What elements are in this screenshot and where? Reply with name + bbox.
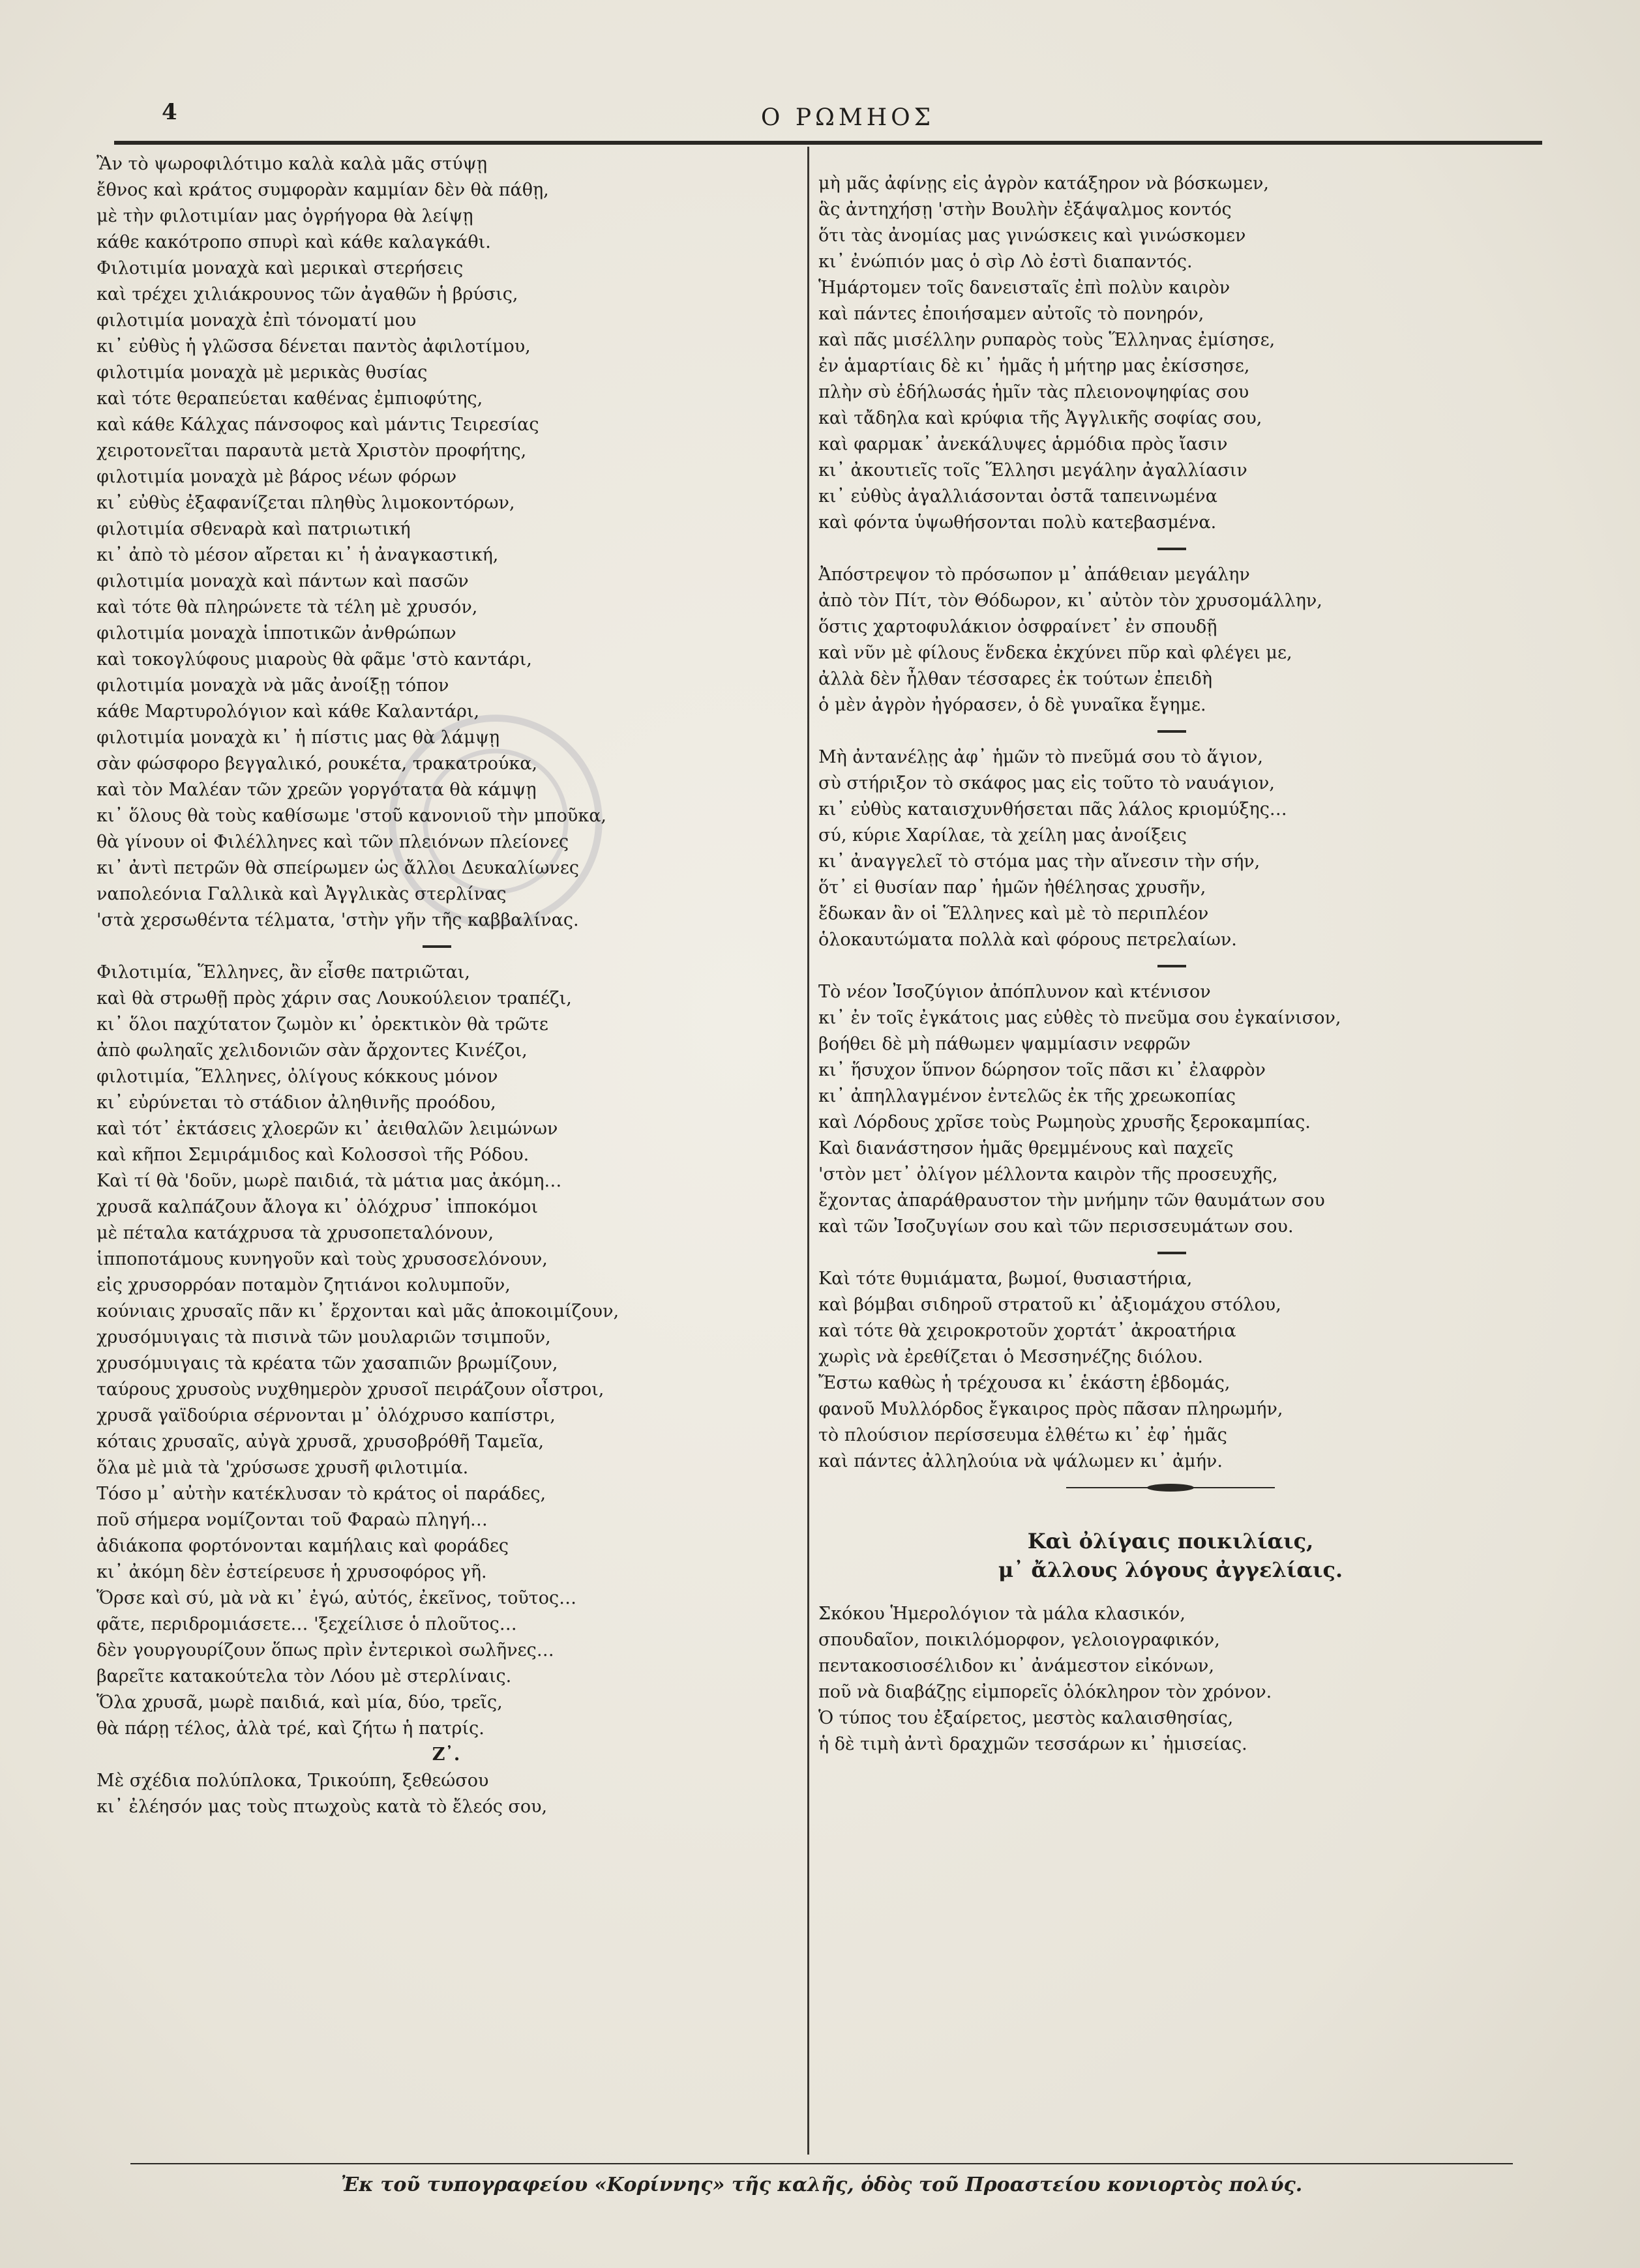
advertisement-line: Ὁ τύπος του ἐξαίρετος, μεστὸς καλαισθησίας, <box>818 1708 1234 1728</box>
verse-line: κάθε κακότροπο σπυρὶ καὶ κάθε καλαγκάθι. <box>97 232 491 252</box>
verse-line: φιλοτιμία μοναχὰ ἱπποτικῶν ἀνθρώπων <box>97 623 456 643</box>
verse-line: κι᾽ ὅλους θὰ τοὺς καθίσωμε 'στοῦ κανονιοῦ τὴν μποῦκα, <box>97 806 607 826</box>
verse-line: εἰς χρυσορρόαν ποταμὸν ζητιάνοι κολυμποῦν, <box>97 1275 511 1295</box>
verse-line: καὶ τότ᾽ ἐκτάσεις χλοερῶν κι᾽ ἀειθαλῶν λειμώνων <box>97 1119 558 1139</box>
section-divider-dash <box>818 1240 1523 1266</box>
verse-line: φιλοτιμία σθεναρὰ καὶ πατριωτική <box>97 519 411 539</box>
verse-line: κι᾽ εὐθὺς καταισχυνθήσεται πᾶς λάλος κριομύξης… <box>818 799 1287 819</box>
advertisement-line: σπουδαῖον, ποικιλόμορφον, γελοιογραφικόν, <box>818 1630 1220 1650</box>
verse-line: καὶ πάντες ἐποιήσαμεν αὐτοῖς τὸ πονηρόν, <box>818 304 1204 324</box>
verse-line: καὶ θὰ στρωθῇ πρὸς χάριν σας Λουκούλειον τραπέζι, <box>97 988 572 1009</box>
verse-line: Μὲ σχέδια πολύπλοκα, Τρικούπη, ξεθεώσου <box>97 1771 489 1791</box>
verse-line: κι᾽ εὐρύνεται τὸ στάδιον ἀληθινῆς προόδου, <box>97 1093 496 1113</box>
verse-line: Τόσο μ᾽ αὐτὴν κατέκλυσαν τὸ κράτος οἱ παράδες, <box>97 1484 546 1504</box>
verse-line: καὶ πάντες ἀλληλούια νὰ ψάλωμεν κι᾽ ἀμήν. <box>818 1451 1223 1471</box>
verse-line: ποῦ σήμερα νομίζονται τοῦ Φαραὼ πληγή… <box>97 1510 488 1530</box>
verse-line: χρυσᾶ γαϊδούρια σέρνονται μ᾽ ὁλόχρυσο καπίστρι, <box>97 1406 556 1426</box>
verse-line: καὶ τὸν Μαλέαν τῶν χρεῶν γοργότατα θὰ κάμψῃ <box>97 780 537 800</box>
verse-line: κι᾽ εὐθὺς ἀγαλλιάσονται ὀστᾶ ταπεινωμένα <box>818 486 1217 507</box>
verse-line: κι᾽ ἐνώπιόν μας ὁ σὶρ Λὸ ἐστὶ διαπαντός. <box>818 252 1193 272</box>
verse-line: μὴ μᾶς ἀφίνῃς εἰς ἀγρὸν κατάξηρον νὰ βόσκωμεν, <box>818 173 1269 194</box>
miscellany-heading-line1: Καὶ ὀλίγαις ποικιλίαις, <box>1027 1529 1314 1554</box>
verse-line: κι᾽ ἀναγγελεῖ τὸ στόμα μας τὴν αἴνεσιν τὴν σήν, <box>818 851 1260 872</box>
verse-line: Ἂν τὸ ψωροφιλότιμο καλὰ καλὰ μᾶς στύψῃ <box>97 154 487 174</box>
verse-line: Ἔστω καθὼς ἡ τρέχουσα κι᾽ ἑκάστη ἑβδομάς, <box>818 1373 1230 1393</box>
verse-line: κάθε Μαρτυρολόγιον καὶ κάθε Καλαντάρι, <box>97 701 480 722</box>
advertisement-line: ἡ δὲ τιμὴ ἀντὶ δραχμῶν τεσσάρων κι᾽ ἡμισείας. <box>818 1734 1247 1754</box>
verse-line: ἔχοντας ἀπαράθραυστον τὴν μνήμην τῶν θαυμάτων σου <box>818 1190 1325 1211</box>
verse-line: κι᾽ εὐθὺς ἡ γλῶσσα δένεται παντὸς ἀφιλοτίμου, <box>97 336 531 357</box>
verse-line: ὅτι τὰς ἀνομίας μας γινώσκεις καὶ γινώσκομεν <box>818 226 1246 246</box>
verse-line: καὶ τἄδηλα καὶ κρύφια τῆς Ἀγγλικῆς σοφίας σου, <box>818 408 1262 428</box>
verse-line: ἀδιάκοπα φορτόνονται καμήλαις καὶ φοράδες <box>97 1536 509 1556</box>
verse-line: Ἀπόστρεψον τὸ πρόσωπον μ᾽ ἀπάθειαν μεγάλην <box>818 565 1250 585</box>
verse-line: χρυσόμυιγαις τὰ κρέατα τῶν χασαπιῶν βρωμίζουν, <box>97 1353 558 1374</box>
advertisement-line: Σκόκου Ἡμερολόγιον τὰ μάλα κλασικόν, <box>818 1604 1185 1624</box>
verse-line: ναπολεόνια Γαλλικὰ καὶ Ἀγγλικὰς στερλίνας <box>97 884 507 904</box>
section-divider-dash <box>97 934 796 960</box>
ornament-rule-icon <box>1066 1481 1275 1494</box>
miscellany-heading-line2: μ᾽ ἄλλους λόγους ἀγγελίαις. <box>998 1557 1343 1582</box>
verse-line: φιλοτιμία μοναχὰ μὲ μερικὰς θυσίας <box>97 362 428 383</box>
verse-line: καὶ φαρμακ᾽ ἀνεκάλυψες ἁρμόδια πρὸς ἴασιν <box>818 434 1228 454</box>
verse-line: κι᾽ ἀκόμη δὲν ἐστείρευσε ἡ χρυσοφόρος γῆ. <box>97 1562 487 1582</box>
verse-line: κι᾽ ἀντὶ πετρῶν θὰ σπείρωμεν ὡς ἄλλοι Δευκαλίωνες <box>97 858 579 878</box>
verse-line: ἱπποποτάμους κυνηγοῦν καὶ τοὺς χρυσοσελόνουν, <box>97 1249 548 1269</box>
advertisement-line: ποῦ νὰ διαβάζῃς εἰμπορεῖς ὁλόκληρον τὸν χρόνον. <box>818 1682 1272 1702</box>
miscellany-heading <box>818 1527 1523 1584</box>
section-divider-dash <box>818 718 1523 744</box>
verse-line: κι᾽ ἐν τοῖς ἐγκάτοις μας εὐθὲς τὸ πνεῦμα σου ἐγκαίνισον, <box>818 1008 1341 1028</box>
verse-line: βοήθει δὲ μὴ πάθωμεν ψαμμίασιν νεφρῶν <box>818 1034 1191 1054</box>
verse-line: φιλοτιμία μοναχὰ καὶ πάντων καὶ πασῶν <box>97 571 469 591</box>
verse-line: χρυσόμυιγαις τὰ πισινὰ τῶν μουλαριῶν τσιμποῦν, <box>97 1327 551 1348</box>
verse-line: Τὸ νέον Ἰσοζύγιον ἀπόπλυνον καὶ κτένισον <box>818 982 1211 1002</box>
verse-line: μὲ πέταλα κατάχρυσα τὰ χρυσοπεταλόνουν, <box>97 1223 494 1243</box>
verse-line: μὲ τὴν φιλοτιμίαν μας ὀγρήγορα θὰ λείψῃ <box>97 206 473 226</box>
verse-line: καὶ κάθε Κάλχας πάνσοφος καὶ μάντις Τειρεσίας <box>97 415 539 435</box>
verse-line: φᾶτε, περιδρομιάσετε… 'ξεχείλισε ὁ πλοῦτος… <box>97 1614 517 1634</box>
verse-line: πλὴν σὺ ἐδήλωσάς ἡμῖν τὰς πλειονοψηφίας σου <box>818 382 1249 402</box>
right-column <box>818 171 1523 1758</box>
verse-line: ἔθνος καὶ κράτος συμφορὰν καμμίαν δὲν θὰ πάθῃ, <box>97 180 549 200</box>
verse-line: κι᾽ ἥσυχον ὕπνον δώρησον τοῖς πᾶσι κι᾽ ἐλαφρὸν <box>818 1060 1266 1080</box>
verse-line: Ὅλα χρυσᾶ, μωρὲ παιδιά, καὶ μία, δύο, τρεῖς, <box>97 1692 503 1713</box>
verse-line: καὶ πᾶς μισέλλην ρυπαρὸς τοὺς Ἕλληνας ἐμίσησε, <box>818 330 1275 350</box>
printer-imprint: Ἐκ τοῦ τυπογραφείου «Κορίννης» τῆς καλῆς, ὁδὸς τοῦ Προαστείου κονιορτὸς πολύς. <box>130 2163 1513 2196</box>
verse-line: φιλοτιμία μοναχὰ ἐπὶ τόνοματί μου <box>97 310 417 331</box>
verse-line: ταύρους χρυσοὺς νυχθημερὸν χρυσοῖ πειράζουν οἶστροι, <box>97 1379 604 1400</box>
verse-line: Ὅρσε καὶ σύ, μὰ νὰ κι᾽ ἐγώ, αὐτός, ἐκεῖνος, τοῦτος… <box>97 1588 577 1608</box>
verse-line: Καὶ τότε θυμιάματα, βωμοί, θυσιαστήρια, <box>818 1269 1193 1289</box>
verse-line: καὶ τοκογλύφους μιαροὺς θὰ φᾶμε 'στὸ καντάρι, <box>97 649 532 670</box>
verse-line: χωρὶς νὰ ἐρεθίζεται ὁ Μεσσηνέζης διόλου. <box>818 1347 1203 1367</box>
verse-line: ὅτ᾽ εἰ θυσίαν παρ᾽ ἡμῶν ἠθέλησας χρυσῆν, <box>818 877 1206 898</box>
advertisement-line: πεντακοσιοσέλιδον κι᾽ ἀνάμεστον εἰκόνων, <box>818 1656 1215 1676</box>
verse-line: φιλοτιμία μοναχὰ μὲ βάρος νέων φόρων <box>97 467 457 487</box>
verse-line: ἀπὸ φωληαῖς χελιδονιῶν σὰν ἄρχοντες Κινέζοι, <box>97 1040 528 1061</box>
verse-line: ὁ μὲν ἀγρὸν ἠγόρασεν, ὁ δὲ γυναῖκα ἔγημε. <box>818 695 1206 715</box>
verse-line: ὅστις χαρτοφυλάκιον ὀσφραίνετ᾽ ἐν σπουδῇ <box>818 617 1217 637</box>
verse-line: ἀπὸ τὸν Πίτ, τὸν Θόδωρον, κι᾽ αὐτὸν τὸν χρυσομάλλην, <box>818 591 1322 611</box>
verse-line: χειροτονεῖται παραυτὰ μετὰ Χριστὸν προφήτης, <box>97 441 527 461</box>
section-divider-dash <box>818 536 1523 562</box>
verse-line: καὶ βόμβαι σιδηροῦ στρατοῦ κι᾽ ἀξιομάχου στόλου, <box>818 1295 1281 1315</box>
right-column-verses <box>818 171 1523 1475</box>
verse-line: σὺ στήριξον τὸ σκάφος μας εἰς τοῦτο τὸ ναυάγιον, <box>818 773 1275 793</box>
verse-line: κι᾽ ἀκουτιεῖς τοῖς Ἕλλησι μεγάλην ἀγαλλίασιν <box>818 460 1247 480</box>
verse-line: φανοῦ Μυλλόρδος ἔγκαιρος πρὸς πᾶσαν πληρωμήν, <box>818 1399 1283 1419</box>
verse-line: καὶ τότε θὰ χειροκροτοῦν χορτάτ᾽ ἀκροατήρια <box>818 1321 1236 1341</box>
verse-line: 'στὸν μετ᾽ ὀλίγον μέλλοντα καιρὸν τῆς προσευχῆς, <box>818 1164 1278 1185</box>
masthead-title: Ο ΡΩΜΗΟΣ <box>760 104 935 131</box>
verse-line: καὶ νῦν μὲ φίλους ἕνδεκα ἐκχύνει πῦρ καὶ φλέγει με, <box>818 643 1292 663</box>
verse-line: 'στὰ χερσωθέντα τέλματα, 'στὴν γῆν τῆς καββαλίνας. <box>97 910 579 930</box>
miscellany-advertisement <box>818 1601 1523 1758</box>
verse-line: φιλοτιμία μοναχὰ κι᾽ ἡ πίστις μας θὰ λάμψῃ <box>97 728 500 748</box>
verse-line: ὁλοκαυτώματα πολλὰ καὶ φόρους πετρελαίων. <box>818 930 1237 950</box>
verse-line: Ἡμάρτομεν τοῖς δανεισταῖς ἐπὶ πολὺν καιρὸν <box>818 278 1230 298</box>
verse-line: ἃς ἀντηχήσῃ 'στὴν Βουλὴν ἐξάψαλμος κοντός <box>818 199 1232 220</box>
verse-line: τὸ πλούσιον περίσσευμα ἐλθέτω κι᾽ ἐφ᾽ ἡμᾶς <box>818 1425 1227 1445</box>
verse-line: βαρεῖτε κατακούτελα τὸν Λόου μὲ στερλίναις. <box>97 1666 512 1686</box>
verse-line: ἀλλὰ δὲν ἦλθαν τέσσαρες ἐκ τούτων ἐπειδὴ <box>818 669 1213 689</box>
verse-line: καὶ Λόρδους χρῖσε τοὺς Ρωμηοὺς χρυσῆς ξεροκαμπίας. <box>818 1112 1311 1132</box>
verse-line: ὅλα μὲ μιὰ τὰ 'χρύσωσε χρυσῆ φιλοτιμία. <box>97 1458 469 1478</box>
section-ornament <box>818 1475 1523 1501</box>
verse-line: καὶ τρέχει χιλιάκρουνος τῶν ἀγαθῶν ἡ βρύσις, <box>97 284 518 304</box>
verse-line: καὶ κῆποι Σεμιράμιδος καὶ Κολοσσοὶ τῆς Ρόδου. <box>97 1145 529 1165</box>
verse-line: κι᾽ ἀπὸ τὸ μέσον αἴρεται κι᾽ ἡ ἀναγκαστική, <box>97 545 499 565</box>
verse-line: Φιλοτιμία μοναχὰ καὶ μερικαὶ στερήσεις <box>97 258 464 278</box>
page-number: 4 <box>162 99 177 125</box>
verse-line: Φιλοτιμία, Ἕλληνες, ἂν εἶσθε πατριῶται, <box>97 962 470 982</box>
verse-line: καὶ τότε θὰ πληρώνετε τὰ τέλη μὲ χρυσόν, <box>97 597 478 617</box>
verse-line: κούνιαις χρυσαῖς πᾶν κι᾽ ἔρχονται καὶ μᾶς ἀποκοιμίζουν, <box>97 1301 619 1321</box>
verse-line: κι᾽ ἐλέησόν μας τοὺς πτωχοὺς κατὰ τὸ ἔλεός σου, <box>97 1797 548 1817</box>
verse-line: καὶ φόντα ὑψωθήσονται πολὺ κατεβασμένα. <box>818 512 1217 533</box>
verse-line: θὰ γίνουν οἱ Φιλέλληνες καὶ τῶν πλειόνων πλείονες <box>97 832 569 852</box>
verse-line: Καὶ διανάστησον ἡμᾶς θρεμμένους καὶ παχεῖς <box>818 1138 1234 1158</box>
verse-line: φιλοτιμία, Ἕλληνες, ὀλίγους κόκκους μόνον <box>97 1067 498 1087</box>
verse-line: Μὴ ἀντανέλῃς ἀφ᾽ ἡμῶν τὸ πνεῦμά σου τὸ ἅγιον, <box>818 747 1263 767</box>
verse-line: χρυσᾶ καλπάζουν ἄλογα κι᾽ ὁλόχρυσ᾽ ἱπποκόμοι <box>97 1197 539 1217</box>
verse-line: ἐν ἁμαρτίαις δὲ κι᾽ ἡμᾶς ἡ μήτηρ μας ἐκίσσησε, <box>818 356 1250 376</box>
verse-line: ἔδωκαν ἂν οἱ Ἕλληνες καὶ μὲ τὸ περιπλέον <box>818 904 1209 924</box>
header-rule <box>114 141 1542 145</box>
spacer <box>818 1501 1523 1527</box>
verse-line: δὲν γουργουρίζουν ὅπως πρὶν ἐντερικοὶ σωλῆνες… <box>97 1640 554 1660</box>
section-divider-dash <box>818 953 1523 979</box>
verse-line: κι᾽ ἀπηλλαγμένον ἐντελῶς ἐκ τῆς χρεωκοπίας <box>818 1086 1236 1106</box>
section-numeral: Ζ᾽. <box>432 1745 460 1765</box>
verse-line: κόταις χρυσαῖς, αὐγὰ χρυσᾶ, χρυσοβρόθῆ Ταμεῖα, <box>97 1432 544 1452</box>
left-column <box>97 151 796 1820</box>
verse-line: σύ, κύριε Χαρίλαε, τὰ χείλη μας ἀνοίξεις <box>818 825 1187 846</box>
verse-line: κι᾽ εὐθὺς ἐξαφανίζεται πληθὺς λιμοκοντόρων, <box>97 493 515 513</box>
verse-line: κι᾽ ὅλοι παχύτατον ζωμὸν κι᾽ ὀρεκτικὸν θὰ τρῶτε <box>97 1014 548 1035</box>
verse-line: Καὶ τί θὰ 'δοῦν, μωρὲ παιδιά, τὰ μάτια μας ἀκόμη… <box>97 1171 562 1191</box>
column-divider <box>807 147 809 2155</box>
verse-line: καὶ τῶν Ἰσοζυγίων σου καὶ τῶν περισσευμάτων σου. <box>818 1216 1294 1237</box>
verse-line: φιλοτιμία μοναχὰ νὰ μᾶς ἀνοίξῃ τόπον <box>97 675 449 696</box>
verse-line: θὰ πάρῃ τέλος, ἀλὰ τρέ, καὶ ζήτω ἡ πατρίς. <box>97 1718 485 1739</box>
spacer <box>818 1584 1523 1601</box>
verse-line: σὰν φώσφορο βεγγαλικό, ρουκέτα, τρακατρούκα, <box>97 754 538 774</box>
verse-line: καὶ τότε θεραπεύεται καθένας ἐμπιοφύτης, <box>97 389 483 409</box>
